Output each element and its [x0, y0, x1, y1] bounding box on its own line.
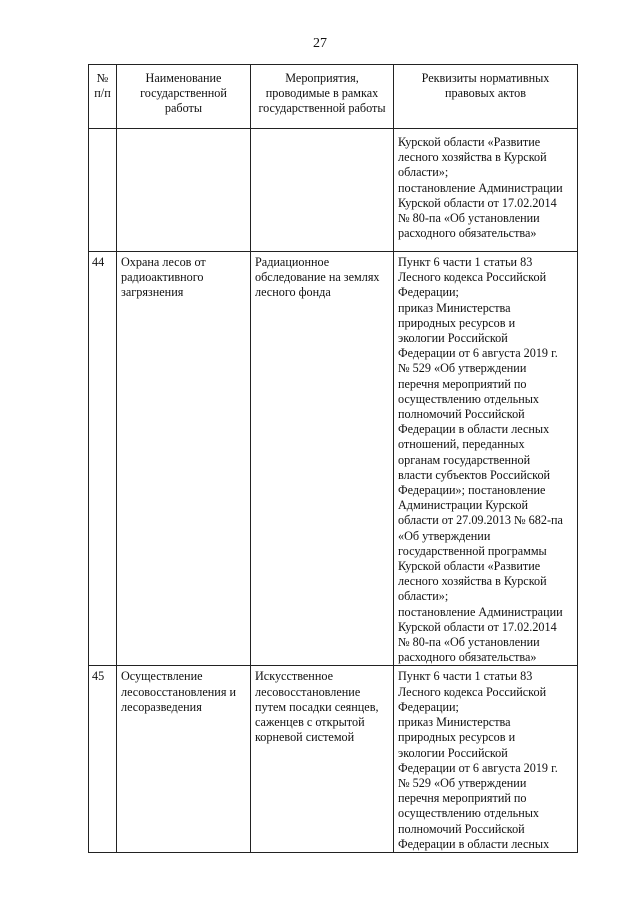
- row-requisites: Пункт 6 части 1 статьи 83 Лесного кодекса Российской Федерации; приказ Министерства природных ресурсов и экологии Российской Федерации от 6 августа 2019 г. № 529 «Об утверждении перечня мероприятий по осуществлению отдельных полномочий Российской Федерации в области лесных: [394, 666, 578, 852]
- row-work-name: Осуществление лесовосстановления и лесоразведения: [117, 666, 251, 852]
- page-number: 27: [313, 36, 327, 51]
- row-activities: Радиационное обследование на землях лесного фонда: [251, 252, 394, 666]
- row-requisites: Курской области «Развитие лесного хозяйства в Курской области»; постановление Администрации Курской области от 17.02.2014 № 80-па «Об установлении расходного обязательства»: [394, 129, 578, 252]
- row-num: 45: [89, 666, 117, 852]
- header-activities: Мероприятия, проводимые в рамках государственной работы: [251, 65, 394, 129]
- table-row: [89, 252, 578, 666]
- row-requisites: Пункт 6 части 1 статьи 83 Лесного кодекса Российской Федерации; приказ Министерства природных ресурсов и экологии Российской Федерации от 6 августа 2019 г. № 529 «Об утверждении перечня мероприятий по осуществлению отдельных полномочий Российской Федерации в области лесных отношений, переданных органам государственной власти субъектов Российской Федерации»; постановление Администрации Курской области от 27.09.2013 № 682-па «Об утверждении государственной программы Курской области «Развитие лесного хозяйства в Курской области»; постановление Администрации Курской области от 17.02.2014 № 80-па «Об установлении расходного обязательства»: [394, 252, 578, 666]
- activities-table: [88, 64, 578, 853]
- table-row: [89, 129, 578, 252]
- table-header-row: [89, 65, 578, 129]
- row-work-name: Охрана лесов от радиоактивного загрязнения: [117, 252, 251, 666]
- row-activities: [251, 129, 394, 252]
- row-work-name: [117, 129, 251, 252]
- row-num: 44: [89, 252, 117, 666]
- table-row: [89, 666, 578, 852]
- header-requisites: Реквизиты нормативных правовых актов: [394, 65, 578, 129]
- header-num: № п/п: [89, 65, 117, 129]
- row-num: [89, 129, 117, 252]
- row-activities: Искусственное лесовосстановление путем посадки сеянцев, саженцев с открытой корневой системой: [251, 666, 394, 852]
- header-work-name: Наименование государственной работы: [117, 65, 251, 129]
